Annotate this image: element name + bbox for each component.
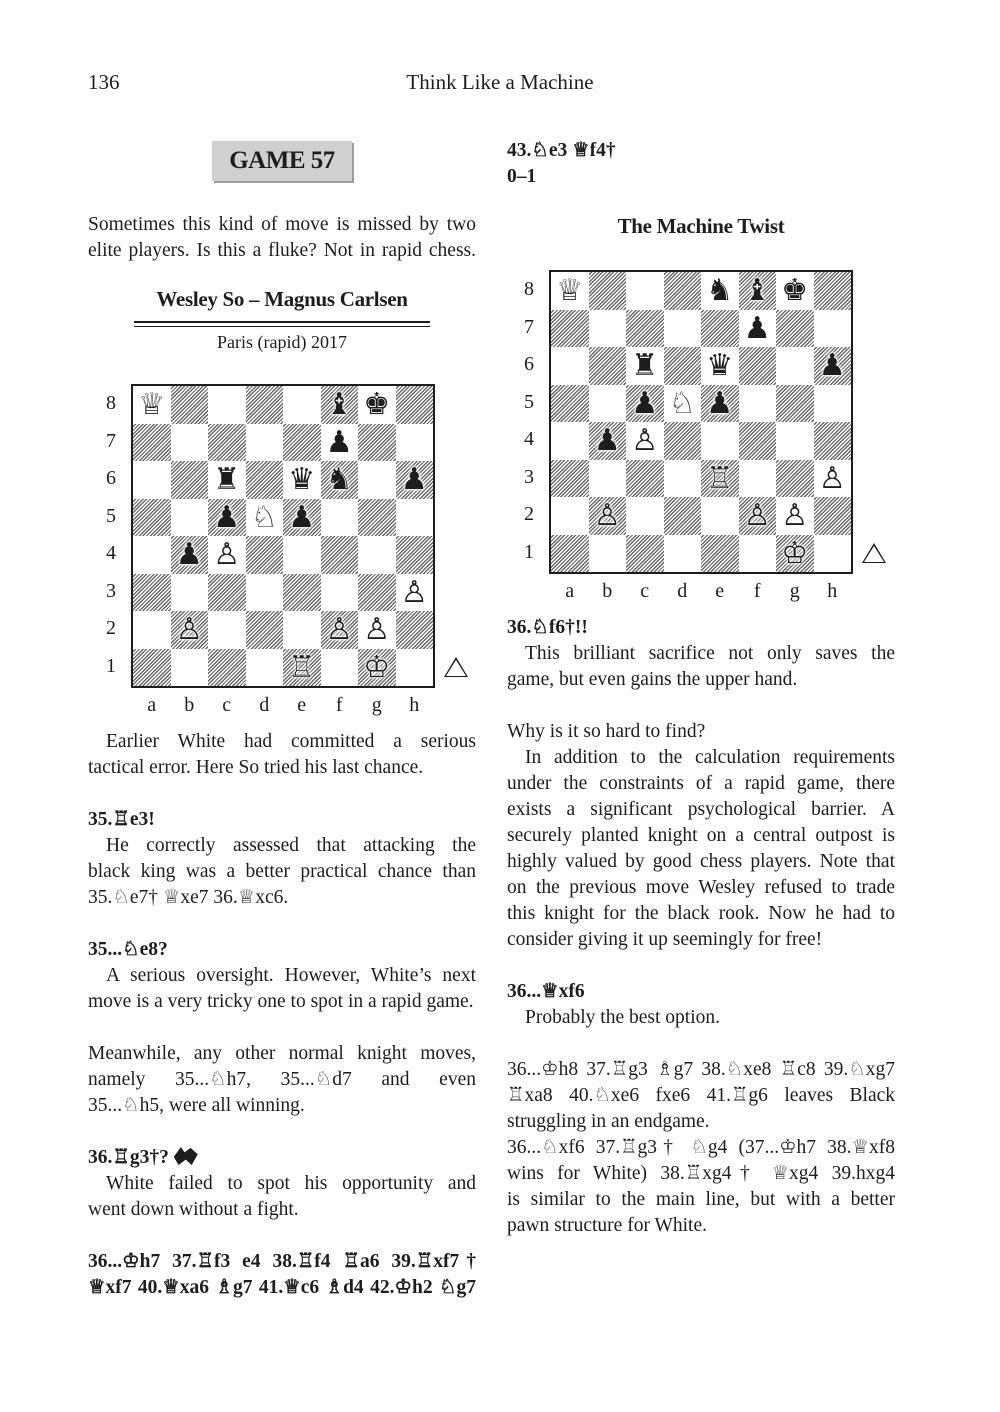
square-b3	[589, 460, 627, 498]
square-c7	[208, 424, 246, 462]
move-36-rg3	[88, 1145, 198, 1171]
piece-g8: ♚	[781, 273, 809, 308]
square-b6	[171, 461, 209, 499]
paragraph-best-option: Probably the best option.	[525, 1007, 720, 1028]
square-h8	[814, 272, 852, 310]
square-f4	[321, 536, 359, 574]
file-label-e: e	[715, 580, 725, 602]
square-a3	[551, 460, 589, 498]
piece-h3: ♙	[818, 460, 846, 496]
file-label-a: a	[565, 580, 575, 602]
square-d8	[664, 272, 702, 310]
square-d7	[664, 310, 702, 348]
text-line: A serious oversight. However, White’s next	[106, 965, 476, 986]
rank-label-6: 6	[524, 353, 534, 375]
file-label-c: c	[222, 694, 232, 716]
rank-label-5: 5	[524, 390, 534, 413]
rank-label-1: 1	[106, 654, 116, 677]
text-line: move is a very tricky one to spot in a rapid game.	[88, 991, 474, 1012]
piece-a8: ♕	[556, 273, 584, 308]
square-a2	[551, 497, 589, 535]
text-line: went down without a fight.	[88, 1199, 299, 1220]
rank-label-7: 7	[524, 315, 534, 338]
square-a4	[551, 422, 589, 460]
text-line: 36...♔h8 37.♖g3 ♗g7 38.♘xe8 ♖c8 39.♘xg7	[507, 1059, 895, 1080]
text-line: pawn structure for White.	[507, 1215, 707, 1236]
square-d6	[246, 461, 284, 499]
square-h2	[814, 497, 852, 535]
paragraph-earlier	[88, 729, 476, 781]
text-line: 35...♘h5, were all winning.	[88, 1095, 305, 1116]
text-line: In addition to the calculation requirements	[525, 747, 895, 768]
square-b5	[589, 385, 627, 423]
text-line: Earlier White had committed a serious	[106, 731, 476, 752]
square-g4	[776, 422, 814, 460]
game-banner: GAME 57	[212, 141, 352, 181]
text-line: highly valued by good chess players. Note that	[507, 851, 895, 872]
rank-label-3: 3	[524, 465, 534, 488]
rank-label-5: 5	[106, 504, 116, 527]
text-line: game, but even gains the upper hand.	[507, 669, 798, 690]
piece-h6: ♟	[818, 348, 846, 383]
piece-d5: ♘	[668, 385, 696, 421]
paragraph-line-kh8	[507, 1057, 895, 1135]
rank-label-6: 6	[106, 467, 116, 489]
paragraph-question: Why is it so hard to find?	[507, 721, 706, 742]
piece-f2: ♙	[743, 498, 771, 533]
piece-h6: ♟	[400, 462, 428, 497]
square-g5	[776, 385, 814, 423]
square-c8	[626, 272, 664, 310]
square-e4	[283, 536, 321, 574]
square-h1	[396, 649, 434, 687]
title-rule-thin	[134, 326, 430, 327]
intro-paragraph	[88, 212, 476, 264]
game-result: 0–1	[507, 166, 537, 187]
piece-e5: ♟	[288, 499, 316, 535]
piece-c6: ♜	[631, 348, 659, 383]
rank-label-1: 1	[524, 540, 534, 563]
piece-e1: ♖	[288, 649, 316, 685]
square-f5	[739, 385, 777, 423]
square-a1	[133, 649, 171, 687]
text-line: 36...♘xf6 37.♖g3† ♘g4 (37...♔h7 38.♕xf8	[507, 1137, 895, 1158]
file-label-h: h	[409, 694, 420, 716]
paragraph-oversight	[88, 963, 476, 1015]
text-line: black king was a better practical chance than	[88, 861, 476, 882]
section-title: The Machine Twist	[617, 214, 785, 238]
text-line: under the constraints of a rapid game, there	[507, 773, 895, 794]
piece-g1: ♔	[781, 535, 809, 571]
square-c1	[208, 649, 246, 687]
paragraph-assessed	[88, 833, 476, 911]
piece-e6: ♛	[288, 462, 316, 497]
piece-d5: ♘	[250, 499, 278, 535]
square-e2	[283, 611, 321, 649]
square-h1	[814, 535, 852, 573]
text-line: ♖xa8 40.♘xe6 fxe6 41.♖g6 leaves Black	[507, 1085, 895, 1106]
file-label-f: f	[335, 694, 343, 716]
square-b8	[589, 272, 627, 310]
square-e8	[283, 386, 321, 424]
text-line: elite players. Is this a fluke? Not in rapid chess.	[88, 240, 476, 261]
piece-e5: ♟	[706, 385, 734, 421]
square-d7	[246, 424, 284, 462]
square-d1	[246, 649, 284, 687]
square-d8	[246, 386, 284, 424]
text-line: tactical error. Here So tried his last chance.	[88, 757, 424, 778]
file-label-g: g	[789, 580, 800, 602]
text-line: wins for White) 38.♖xg4† ♕xg4 39.hxg4	[507, 1163, 895, 1184]
piece-c4: ♙	[631, 423, 659, 458]
piece-g8: ♚	[363, 387, 391, 422]
piece-f6: ♞	[325, 462, 353, 497]
square-e3	[283, 574, 321, 612]
text-line: namely 35...♘h7, 35...♘d7 and even	[88, 1069, 476, 1090]
square-a3	[133, 574, 171, 612]
text-line: on the previous move Wesley refused to trade	[507, 877, 895, 898]
square-c2	[626, 497, 664, 535]
text-line: 36...♔h7 37.♖f3 e4 38.♖f4 ♖a6 39.♖xf7†	[88, 1251, 476, 1272]
square-d4	[246, 536, 284, 574]
square-a4	[133, 536, 171, 574]
move-text: 36.♖g3†?	[88, 1147, 169, 1168]
square-g6	[358, 461, 396, 499]
square-h4	[814, 422, 852, 460]
square-d2	[664, 497, 702, 535]
piece-f7: ♟	[743, 310, 771, 346]
square-f6	[739, 347, 777, 385]
square-h2	[396, 611, 434, 649]
file-label-b: b	[184, 694, 195, 716]
file-label-a: a	[147, 694, 157, 716]
file-label-e: e	[297, 694, 307, 716]
square-c7	[626, 310, 664, 348]
rank-label-4: 4	[106, 542, 116, 564]
square-e1	[701, 535, 739, 573]
square-a1	[551, 535, 589, 573]
file-label-c: c	[640, 580, 650, 602]
square-f5	[321, 499, 359, 537]
square-f1	[739, 535, 777, 573]
square-h5	[396, 499, 434, 537]
piece-c6: ♜	[213, 462, 241, 497]
square-b1	[589, 535, 627, 573]
piece-f8: ♝	[743, 273, 771, 308]
square-a2	[133, 611, 171, 649]
game-title: Wesley So – Magnus Carlsen	[156, 287, 408, 311]
text-line: is similar to the main line, but with a better	[507, 1189, 895, 1210]
piece-b4: ♟	[175, 537, 203, 572]
square-a6	[133, 461, 171, 499]
square-e2	[701, 497, 739, 535]
square-f1	[321, 649, 359, 687]
file-label-h: h	[827, 580, 838, 602]
square-d1	[664, 535, 702, 573]
file-label-d: d	[677, 580, 688, 602]
square-f4	[739, 422, 777, 460]
square-g7	[776, 310, 814, 348]
square-c8	[208, 386, 246, 424]
rank-label-7: 7	[106, 429, 116, 452]
piece-c4: ♙	[213, 537, 241, 572]
chess-diagram-2	[549, 270, 853, 574]
text-line: exists a significant psychological barrier. A	[507, 799, 895, 820]
white-to-move-icon-fill	[864, 546, 884, 562]
square-g5	[358, 499, 396, 537]
piece-f2: ♙	[325, 612, 353, 647]
text-line: ♕xf7 40.♕xa6 ♗g7 41.♕c6 ♗d4 42.♔h2 ♘g7	[88, 1277, 476, 1298]
rank-label-2: 2	[106, 617, 116, 639]
move-36-nf6: 36.♘f6†!!	[507, 617, 588, 638]
square-g7	[358, 424, 396, 462]
text-line: this knight for the black rook. Now he had to	[507, 903, 895, 924]
square-g3	[776, 460, 814, 498]
text-line: He correctly assessed that attacking the	[106, 835, 476, 856]
square-e4	[701, 422, 739, 460]
file-label-b: b	[602, 580, 613, 602]
paragraph-brilliant	[507, 641, 895, 693]
square-a5	[133, 499, 171, 537]
square-c2	[208, 611, 246, 649]
file-label-f: f	[753, 580, 761, 602]
square-b3	[171, 574, 209, 612]
file-label-g: g	[371, 694, 382, 716]
text-line: Sometimes this kind of move is missed by two	[88, 214, 476, 235]
square-d2	[246, 611, 284, 649]
square-h5	[814, 385, 852, 423]
square-f3	[321, 574, 359, 612]
square-b6	[589, 347, 627, 385]
square-c3	[626, 460, 664, 498]
page-number: 136	[88, 70, 120, 94]
square-c1	[626, 535, 664, 573]
square-c3	[208, 574, 246, 612]
text-line: White failed to spot his opportunity and	[106, 1173, 476, 1194]
square-g3	[358, 574, 396, 612]
running-title: Think Like a Machine	[406, 70, 594, 94]
square-d6	[664, 347, 702, 385]
rank-label-4: 4	[524, 428, 534, 450]
file-label-d: d	[259, 694, 270, 716]
square-e7	[701, 310, 739, 348]
piece-f8: ♝	[325, 387, 353, 422]
square-a7	[133, 424, 171, 462]
chess-diagram-1	[131, 384, 435, 688]
move-35-ne8: 35...♘e8?	[88, 939, 168, 960]
square-f3	[739, 460, 777, 498]
square-d3	[664, 460, 702, 498]
text-line: securely planted knight on a central outpost is	[507, 825, 895, 846]
text-line: This brilliant sacrifice not only saves the	[525, 643, 895, 664]
rank-label-2: 2	[524, 503, 534, 525]
paragraph-line-nxf6	[507, 1135, 895, 1239]
white-to-move-icon-fill	[446, 660, 466, 676]
square-b8	[171, 386, 209, 424]
square-a7	[551, 310, 589, 348]
square-a6	[551, 347, 589, 385]
square-b5	[171, 499, 209, 537]
square-h8	[396, 386, 434, 424]
square-g4	[358, 536, 396, 574]
square-a5	[551, 385, 589, 423]
square-b7	[171, 424, 209, 462]
rank-label-3: 3	[106, 579, 116, 602]
square-e7	[283, 424, 321, 462]
piece-a8: ♕	[138, 387, 166, 422]
piece-e6: ♛	[706, 348, 734, 383]
square-b1	[171, 649, 209, 687]
text-line: struggling in an endgame.	[507, 1111, 710, 1132]
square-d3	[246, 574, 284, 612]
move-36-qxf6: 36...♕xf6	[507, 981, 585, 1002]
continuation-line: 43.♘e3 ♕f4†	[507, 140, 616, 161]
piece-h3: ♙	[400, 574, 428, 610]
paragraph-meanwhile	[88, 1041, 476, 1119]
square-g6	[776, 347, 814, 385]
paragraph-barrier	[507, 745, 895, 953]
piece-b4: ♟	[593, 423, 621, 458]
piece-g2: ♙	[781, 498, 809, 533]
paragraph-failed	[88, 1171, 476, 1223]
text-line: consider giving it up seemingly for free!	[507, 929, 823, 950]
piece-e8: ♞	[706, 273, 734, 308]
piece-f7: ♟	[325, 424, 353, 460]
piece-e3: ♖	[706, 460, 734, 496]
move-35-re3: 35.♖e3!	[88, 809, 155, 830]
text-line: 35.♘e7† ♕xe7 36.♕xc6.	[88, 887, 289, 908]
square-b7	[589, 310, 627, 348]
piece-b2: ♙	[175, 612, 203, 647]
missed-opportunity-icon	[174, 1147, 198, 1165]
piece-g1: ♔	[363, 649, 391, 685]
square-h4	[396, 536, 434, 574]
title-rule	[134, 321, 430, 323]
square-h7	[396, 424, 434, 462]
piece-g2: ♙	[363, 612, 391, 647]
game-event: Paris (rapid) 2017	[217, 332, 347, 352]
piece-b2: ♙	[593, 498, 621, 533]
rank-label-8: 8	[524, 278, 534, 300]
rank-label-8: 8	[106, 392, 116, 414]
square-h7	[814, 310, 852, 348]
square-d4	[664, 422, 702, 460]
text-line: Meanwhile, any other normal knight moves,	[88, 1043, 476, 1064]
piece-c5: ♟	[631, 385, 659, 421]
piece-c5: ♟	[213, 499, 241, 535]
game-continuation	[88, 1249, 476, 1301]
